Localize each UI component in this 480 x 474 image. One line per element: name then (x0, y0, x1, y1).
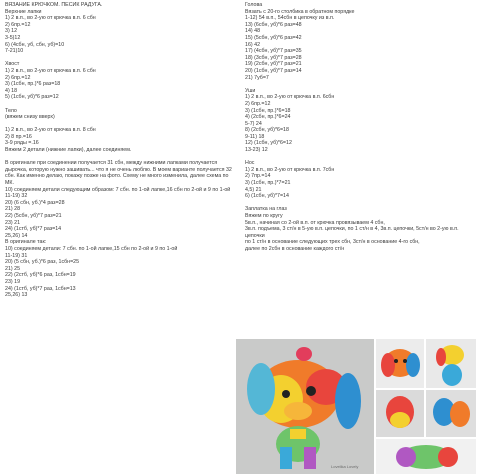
text-line: по 1 ст/н в основание следующих трех сбн, 3ст/н в основание 4-го сбн, (245, 239, 420, 246)
text-line: 2) 6пр.=12 (5, 74, 31, 81)
blank-line (5, 101, 237, 108)
text-line: 2) 6пр.=12 (5, 21, 31, 28)
thumbnail-photo-5 (376, 439, 476, 474)
thumbnail-photo-2 (426, 339, 476, 388)
right-column (245, 2, 477, 253)
text-line: (вяжем снизу вверх) (5, 114, 55, 121)
text-line: 3) (1сбн, пр.)*6=18 (245, 107, 291, 114)
text-line: 2) 6пр.=12 (245, 100, 271, 107)
text-line: 4) 18 (5, 87, 18, 94)
text-line: 19) (2сбн, уб)*7 раз=21 (245, 61, 302, 68)
text-line: Нос (245, 160, 255, 167)
text-line: 10) соединяем детали: 7 сбн. по 1-ой лапке,15 сбн по 2-ой и 9 по 1-ой (5, 245, 178, 252)
text-line: 3) (1сбн, пр.)*7=21 (245, 180, 291, 187)
text-line: 24) (1стб, уб)*7 раз=14 (5, 226, 62, 233)
blank-line (5, 154, 237, 161)
text-line: 3в.п. подъема, 3 ст/н в 5-ую в.п. цепочки, по 1 ст/н в 4, 3в.п. цепочки, 5ст/н во 2-ую в.п. (245, 226, 459, 233)
text-line: 3) 12 (5, 28, 18, 35)
text-line: Хвост (5, 61, 20, 68)
text-line: 1-12) 54 в.п., 54сбн в цепочку из в.п. (245, 15, 335, 22)
text-line: 18) (3сбн, уб)*7 раз=28 (245, 54, 302, 61)
text-line: 6) (1сбн, уб)*7=14 (245, 193, 289, 200)
text-line: 5-7) 24 (245, 120, 262, 127)
left-column (5, 2, 237, 299)
text-line: 17) (4сбн, уб)*7 раз=35 (245, 48, 302, 55)
text-line: 5в.п., начиная со 2-ой в.п. от крючка провязываем 4 сбн, (245, 219, 385, 226)
blank-line (5, 55, 237, 62)
text-line: 8) (2сбн, уб)*6=18 (245, 127, 289, 134)
text-line: 13) (6сбн, уб)*6 раз=48 (245, 21, 302, 28)
text-line: 4,5) 21 (245, 186, 262, 193)
thumbnail-photo-3 (376, 390, 424, 437)
text-line: 21) 28 (5, 206, 21, 213)
text-line: 21) 25 (5, 265, 21, 272)
blank-line (5, 121, 237, 128)
text-line: 16) 42 (245, 41, 261, 48)
text-line: 20) (1сбн, уб)*7 раз=14 (245, 67, 302, 74)
rainbow-dog-image (236, 339, 374, 474)
text-line: 7-21)10 (5, 48, 24, 55)
text-line: 21) 7уб=7 (245, 74, 269, 81)
text-line: 1) 2 в.п., во 2-ую от крючка в.п. 6сбн (245, 94, 335, 101)
text-line: 3-9 ряды =.16 (5, 140, 39, 147)
text-line: 4) (2сбн, пр.)*6=24 (245, 114, 291, 121)
blank-line (245, 200, 477, 207)
text-line: 25,26) 14 (5, 232, 28, 239)
text-line: 6) (4сбн, уб, сбн, уб)=10 (5, 41, 65, 48)
text-line: 23) 21 (5, 219, 21, 226)
text-line: далее по 2сбн в основание каждого ст/н (245, 245, 345, 252)
text-line: 5) (1сбн, уб)*6 раз=12 (5, 94, 59, 101)
text-line: 14) 48 (245, 28, 261, 35)
text-line: 2) 8 пр.=16 (5, 133, 32, 140)
text-line: Вяжем 2 детали (нижние лапки), далее соединяем. (5, 147, 132, 154)
photo-collage (236, 339, 480, 474)
text-line: 24) (1стб, уб)*7 раз, 1сбн=13 (5, 285, 76, 292)
text-line: ВЯЗАНИЕ КРЮЧКОМ. ПЕСИК РАДУГА. (5, 2, 103, 8)
text-line: В оригинале при соединении получается 31 сбн, между нижними лапками получается дырочка, которую нужно зашивать... что я не очень люблю. В моем варианте получается 32 сбн. Как именно делаю, покажу позже на фото. Схему не много изменила, далее схема по МК. (5, 160, 232, 187)
thumbnail-photo-1 (376, 339, 424, 388)
photo-credit: Lovelika Lovely (331, 464, 359, 469)
text-line: Вязать с 20-го столбика в обратном порядке (245, 8, 355, 15)
text-line: 2) 7пр.=14 (245, 173, 271, 180)
text-line: цепочки (245, 232, 265, 239)
text-line: 10) соединяем детали следующим образом: 7 сбн. по 1-ой лапке,16 сбн по 2-ой и 9 по 1-ой (5, 186, 231, 193)
text-line: Уши (245, 87, 256, 94)
blank-line (245, 81, 477, 88)
text-line: 12) (1сбн, уб)*6=12 (245, 140, 292, 147)
text-line: Вяжем по кругу (245, 213, 283, 219)
text-line: 23) 19 (5, 278, 21, 285)
text-line: 20) (5 сбн, уб.)*6 раз, 1сбн=25 (5, 259, 80, 266)
text-line: 1) 2 в.п., во 2-ую от крючка в.п. 8 сбн (5, 127, 96, 134)
text-line: Верхние лапки (5, 8, 42, 15)
blank-line (245, 154, 477, 161)
text-line: 1) 2 в.п., во 2-ую от крючка в.п. 7сбн (245, 166, 335, 173)
text-line: 9-11) 18 (245, 133, 265, 140)
text-line: 3) (1сбн, пр.)*6 раз=18 (5, 81, 61, 88)
text-line: 1) 2 в.п., во 2-ую от крючка в.п. 6 сбн (5, 15, 96, 22)
text-line: 22) (2стб, уб)*6 раз, 1сбн=19 (5, 272, 76, 279)
text-line: 15) (5сбн, уб)*6 раз=42 (245, 34, 302, 41)
main-photo (236, 339, 374, 474)
text-line: 1) 2 в.п., во 2-ую от крючка в.п. 6 сбн (5, 67, 96, 74)
text-line: 13-23) 12 (245, 147, 268, 154)
text-line: Тело (5, 107, 17, 114)
text-line: 20) (6 сбн, уб.)*4 раз=28 (5, 199, 65, 206)
text-line: Голова (245, 2, 263, 8)
text-line: 3-5)12 (5, 34, 21, 41)
text-line: В оригинале так: (5, 239, 47, 246)
thumbnail-photo-4 (426, 390, 476, 437)
text-line: 11-19) 32 (5, 193, 28, 200)
text-line: 25,26) 13 (5, 292, 28, 299)
text-line: Заплатка на глаз (245, 206, 287, 213)
text-line: 11-19) 31 (5, 252, 28, 259)
text-line: 22) (5сбн, уб)*7 раз=21 (5, 213, 62, 219)
